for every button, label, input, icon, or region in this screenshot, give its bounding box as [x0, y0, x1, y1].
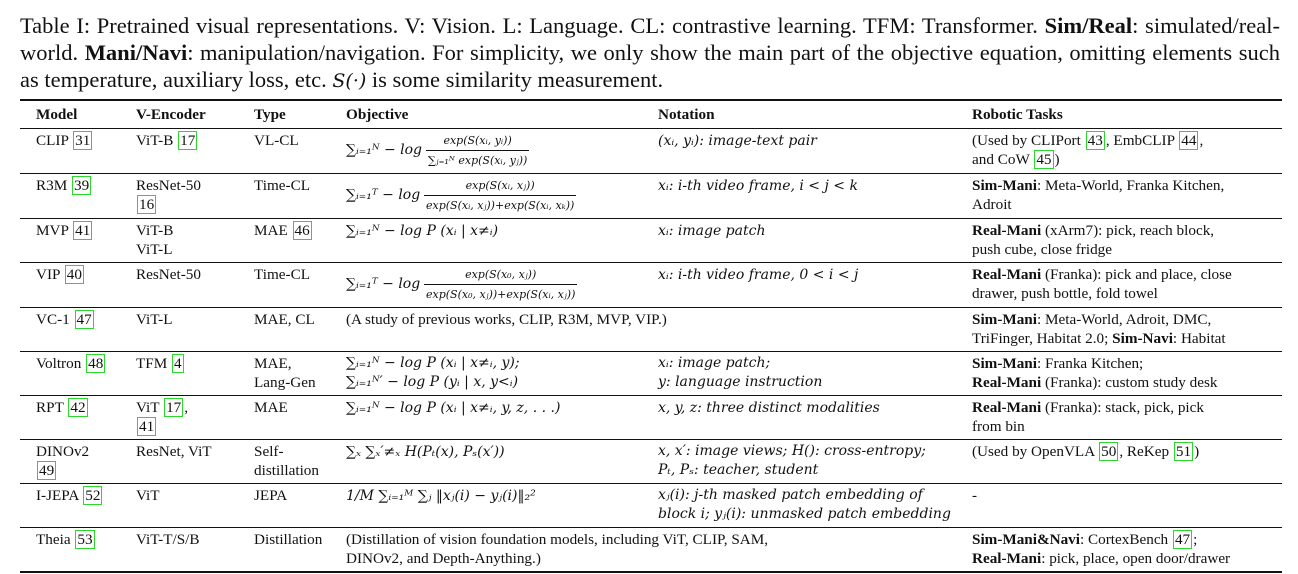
table-row — [20, 528, 1282, 573]
cell-objective: ∑ᵢ₌₁ᵀ − log $\frac{\text{exp(S(xᵢ, xⱼ))}}{\text{exp(S(xᵢ, xⱼ))+exp(S(xᵢ, xₖ))}}$ — [340, 174, 652, 219]
header-notation: Notation — [658, 106, 715, 123]
cell-objective: 1/M ∑ᵢ₌₁ᴹ ∑ⱼ ‖xⱼ(i) − yⱼ(i)‖₂² — [346, 488, 536, 504]
cell-notation: xᵢ: image patch — [658, 223, 766, 239]
cell-type: MAE 46 — [254, 222, 310, 239]
header-model: Model — [36, 106, 78, 123]
cell-tasks: - — [972, 487, 978, 504]
caption-text: : manipulation/navigation. For simplicity, we only show the main part of the objective equation, omitting elements such as temperature, auxiliary loss, etc. — [20, 40, 1280, 92]
cell-objective: ∑ᵢ₌₁ᴺ − log P (xᵢ | x≠ᵢ, y); ∑ᵢ₌₁ᴺ′ − log P (yᵢ | x, y<ᵢ) — [346, 355, 520, 390]
cell-tasks: Real-Mani (Franka): stack, pick, pick from bin — [972, 399, 1204, 435]
similarity-symbol: S(·) — [332, 70, 367, 92]
cell-tasks: Real-Mani (xArm7): pick, reach block, push cube, close fridge — [972, 222, 1215, 258]
citation-link[interactable]: 4 — [174, 355, 182, 372]
citation-link[interactable]: 42 — [70, 399, 86, 416]
citation-link[interactable]: 17 — [166, 399, 182, 416]
cell-objective: ∑ₓ ∑ₓ′≠ₓ H(Pₜ(x), Pₛ(x′)) — [346, 444, 505, 460]
cell-encoder: TFM 4 — [136, 355, 182, 372]
citation-link[interactable]: 45 — [1036, 151, 1052, 168]
cell-tasks: Sim-Mani: Meta-World, Adroit, DMC, TriFinger, Habitat 2.0; Sim-Navi: Habitat — [972, 311, 1226, 347]
header-objective: Objective — [346, 106, 409, 123]
cell-notation: x, y, z: three distinct modalities — [658, 400, 880, 416]
cell-tasks: (Used by OpenVLA 50 , ReKep 51 ) — [972, 443, 1200, 460]
cell-type: Distillation — [254, 531, 323, 548]
cell-objective: ∑ᵢ₌₁ᴺ − log $\frac{\text{exp(S(xᵢ, yᵢ))}}{\text{∑ⱼ₌₁ᴺ exp(S(xᵢ, yⱼ))}}$ — [340, 129, 652, 174]
table-row — [20, 129, 1282, 174]
caption-text: is some similarity measurement. — [366, 67, 664, 92]
cell-tasks: Sim-Mani&Navi: CortexBench 47 ; Real-Mani: pick, place, open door/drawer — [972, 531, 1231, 567]
cell-objective: ∑ᵢ₌₁ᴺ − log P (xᵢ | x≠ᵢ, y, z, . . .) — [346, 400, 561, 416]
cell-encoder: ViT-T/S/B — [136, 531, 200, 548]
cell-type: Time-CL — [254, 266, 310, 283]
citation-link[interactable]: 31 — [75, 132, 91, 149]
table-caption — [20, 12, 1280, 95]
cell-encoder: ViT 17 , 41 — [136, 399, 189, 435]
citation-link[interactable]: 49 — [39, 462, 55, 479]
citation-link[interactable]: 39 — [74, 177, 90, 194]
citation-link[interactable]: 44 — [1181, 132, 1197, 149]
cell-encoder: ResNet-50 16 — [136, 177, 201, 213]
citation-link[interactable]: 51 — [1175, 443, 1192, 460]
cell-encoder: ViT-L — [136, 311, 173, 328]
cell-encoder: ResNet, ViT — [136, 443, 212, 460]
citation-link[interactable]: 48 — [88, 355, 104, 372]
citation-link[interactable]: 50 — [1101, 443, 1117, 460]
cell-model: R3M 39 — [36, 177, 90, 194]
table-row — [20, 219, 1282, 263]
cell-type: VL-CL — [254, 132, 299, 149]
cell-tasks: Real-Mani (Franka): pick and place, close drawer, push bottle, fold towel — [972, 266, 1232, 302]
cell-model: CLIP 31 — [36, 132, 91, 149]
citation-link[interactable]: 40 — [66, 266, 82, 283]
cell-tasks: Sim-Mani: Meta-World, Franka Kitchen, Adroit — [972, 177, 1225, 213]
cell-model: DINOv2 49 — [36, 443, 90, 479]
citation-link[interactable]: 43 — [1087, 132, 1103, 149]
cell-model: I-JEPA 52 — [36, 487, 101, 504]
cell-objective-span: (Distillation of vision foundation models, including ViT, CLIP, SAM, DINOv2, and Depth-Anything.) — [346, 531, 769, 567]
table-header-row — [20, 100, 1282, 129]
citation-link[interactable]: 46 — [294, 222, 310, 239]
cell-type: JEPA — [254, 487, 288, 504]
cell-model: VIP 40 — [36, 266, 82, 283]
header-type: Type — [254, 106, 286, 123]
cell-model: Theia 53 — [36, 531, 93, 548]
citation-link[interactable]: 53 — [77, 531, 93, 548]
citation-link[interactable]: 47 — [76, 311, 92, 328]
cell-notation: (xᵢ, yᵢ): image-text pair — [658, 133, 817, 149]
citation-link[interactable]: 47 — [1174, 531, 1191, 548]
citation-link[interactable]: 41 — [139, 418, 155, 435]
cell-model: VC-1 47 — [36, 311, 92, 328]
cell-encoder: ResNet-50 — [136, 266, 201, 283]
cell-encoder: ViT-B ViT-L — [136, 222, 174, 258]
cell-tasks: (Used by CLIPort 43 , EmbCLIP 44 , and CoW 45 ) — [972, 132, 1204, 168]
cell-encoder: ViT-B 17 — [136, 132, 196, 149]
citation-link[interactable]: 16 — [139, 196, 155, 213]
cell-notation: xᵢ: image patch; y: language instruction — [658, 355, 823, 390]
caption-bold: Sim/Real — [1044, 13, 1133, 38]
table-row — [20, 440, 1282, 484]
cell-model: Voltron 48 — [36, 355, 104, 372]
cell-notation: xⱼ(i): j-th masked patch embedding of block i; yⱼ(i): unmasked patch embedding — [658, 487, 951, 522]
representations-table — [20, 99, 1282, 573]
cell-type: MAE, CL — [254, 311, 315, 328]
table-row — [20, 484, 1282, 528]
cell-tasks: Sim-Mani: Franka Kitchen; Real-Mani (Franka): custom study desk — [972, 355, 1218, 391]
cell-model: MVP 41 — [36, 222, 91, 239]
caption-text: Table I: Pretrained visual representations. V: Vision. L: Language. CL: contrastive learning. TFM: Transformer. — [20, 13, 1045, 38]
cell-notation: xᵢ: i-th video frame, i < j < k — [658, 178, 858, 194]
citation-link[interactable]: 52 — [85, 487, 101, 504]
table-row — [20, 308, 1282, 352]
cell-objective-span: (A study of previous works, CLIP, R3M, MVP, VIP.) — [346, 311, 667, 328]
table-row — [20, 263, 1282, 308]
cell-notation: x, x′: image views; H(): cross-entropy; Pₜ, Pₛ: teacher, student — [658, 443, 926, 478]
cell-objective: ∑ᵢ₌₁ᵀ − log $\frac{\text{exp(S(x₀, xⱼ))}}{\text{exp(S(x₀, xⱼ))+exp(S(xᵢ, xⱼ))}}$ — [340, 263, 652, 308]
table-row — [20, 174, 1282, 219]
caption-bold: Mani/Navi — [84, 40, 188, 65]
header-encoder: V-Encoder — [136, 106, 206, 123]
cell-type: Self- distillation — [254, 443, 319, 479]
citation-link[interactable]: 17 — [180, 132, 196, 149]
cell-type: MAE — [254, 399, 288, 416]
cell-notation: xᵢ: i-th video frame, 0 < i < j — [658, 267, 859, 283]
cell-encoder: ViT — [136, 487, 160, 504]
citation-link[interactable]: 41 — [75, 222, 91, 239]
header-tasks: Robotic Tasks — [972, 106, 1063, 123]
cell-type: Time-CL — [254, 177, 310, 194]
cell-objective: ∑ᵢ₌₁ᴺ − log P (xᵢ | x≠ᵢ) — [346, 223, 499, 239]
caption-text: : simulated/real-world. — [20, 13, 1281, 65]
table-row — [20, 352, 1282, 396]
cell-model: RPT 42 — [36, 399, 86, 416]
cell-type: MAE, Lang-Gen — [254, 355, 316, 391]
table-row — [20, 396, 1282, 440]
